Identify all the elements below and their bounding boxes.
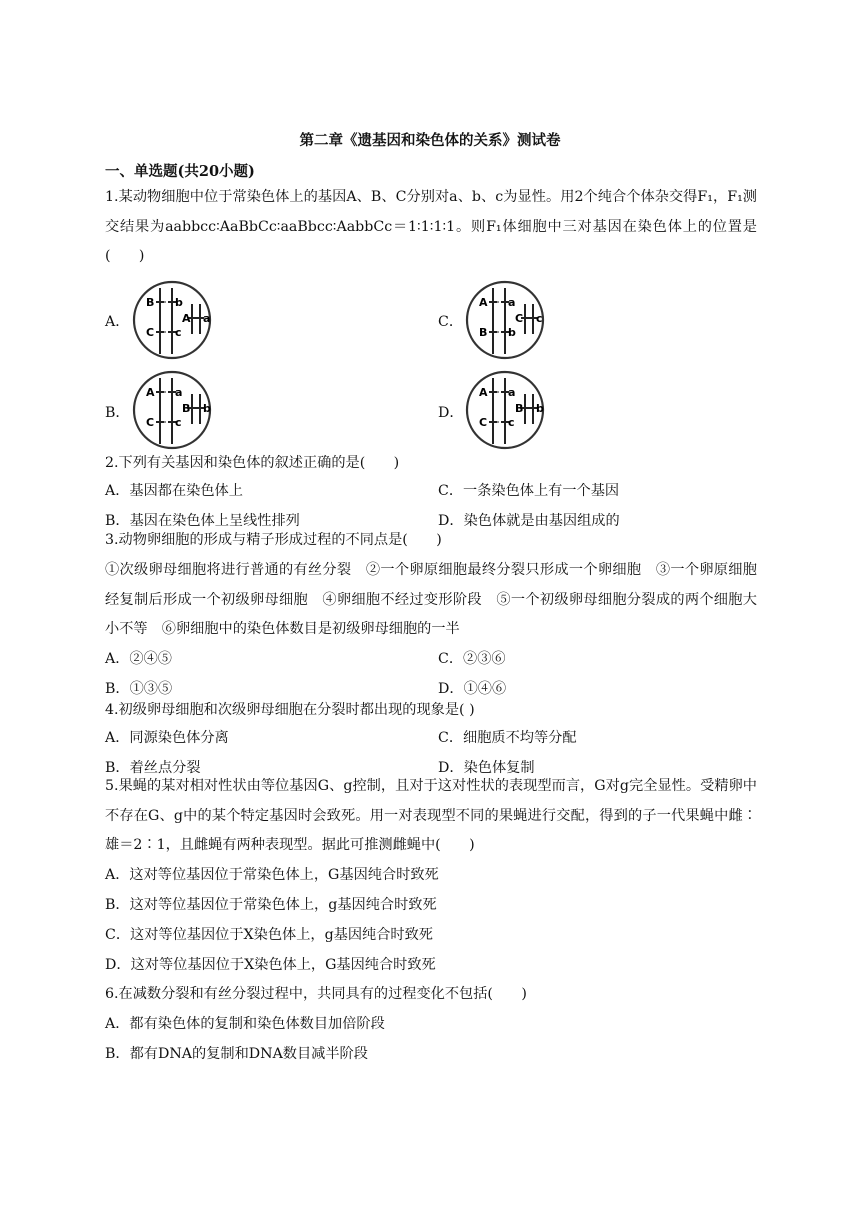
gene-label: B xyxy=(515,402,524,415)
question-1-stem: 1.某动物细胞中位于常染色体上的基因A、B、C分别对a、b、c为显性。用2个纯合个体杂交得F₁，F₁测交结果为aabbcc∶AaBbCc∶aaBbcc∶AabbCc＝1∶1∶1∶1。则F₁体细胞中三对基因在染色体上的位置是( ) xyxy=(105,189,757,264)
page-title: 第二章《遗基因和染色体的关系》测试卷 xyxy=(299,132,561,149)
q2-option-b[interactable]: B．基因在染色体上呈线性排列 xyxy=(105,513,300,529)
question-3-body: ①次级卵母细胞将进行普通的有丝分裂 ②一个卵原细胞最终分裂只形成一个卵细胞 ③一个卵原细胞经复制后形成一个初级卵母细胞 ④卵细胞不经过变形阶段 ⑤一个初级卵母细胞分裂成的两个细胞大小不等 ⑥卵细胞中的染色体数目是初级卵母细胞的一半 xyxy=(105,562,757,637)
q4-option-b[interactable]: B．着丝点分裂 xyxy=(105,760,201,776)
q5-option-a-text: A．这对等位基因位于常染色体上，G基因纯合时致死 xyxy=(105,867,439,883)
gene-label: b xyxy=(508,326,516,339)
gene-label: B xyxy=(146,296,155,309)
gene-label: A xyxy=(479,386,488,399)
q2-options-row-1 xyxy=(105,479,757,503)
q1-option-a-label: A． xyxy=(105,314,130,330)
gene-label: a xyxy=(508,296,516,309)
q5-option-c[interactable] xyxy=(105,923,757,947)
gene-label: b xyxy=(203,402,211,415)
gene-label: A xyxy=(182,312,191,325)
gene-label: b xyxy=(175,296,183,309)
q2-option-a[interactable]: A．基因都在染色体上 xyxy=(105,483,243,499)
q6-option-b[interactable] xyxy=(105,1042,757,1066)
gene-label: a xyxy=(203,312,211,325)
gene-label: c xyxy=(536,312,543,325)
q3-option-a[interactable]: A．②④⑤ xyxy=(105,651,172,667)
q5-option-a[interactable] xyxy=(105,863,757,887)
q1-option-a-diagram[interactable] xyxy=(126,280,218,360)
q5-option-d[interactable] xyxy=(105,953,757,977)
q3-option-c[interactable]: C．②③⑥ xyxy=(438,651,506,667)
q3-option-d[interactable]: D．①④⑥ xyxy=(438,681,507,697)
q5-option-b-text: B．这对等位基因位于常染色体上，g基因纯合时致死 xyxy=(105,897,437,913)
q1-option-d-label: D． xyxy=(438,405,464,421)
q2-option-d[interactable]: D．染色体就是由基因组成的 xyxy=(438,513,620,529)
q2-option-c[interactable]: C．一条染色体上有一个基因 xyxy=(438,483,620,499)
gene-label: A xyxy=(479,296,488,309)
question-2-stem: 2.下列有关基因和染色体的叙述正确的是( ) xyxy=(105,455,400,471)
gene-label: b xyxy=(536,402,544,415)
gene-label: a xyxy=(175,386,183,399)
q3-options-row-1 xyxy=(105,647,757,671)
gene-label: C xyxy=(479,416,488,429)
q1-option-b-diagram[interactable] xyxy=(126,370,218,450)
q4-option-c[interactable]: C．细胞质不均等分配 xyxy=(438,730,577,746)
q1-option-b-label: B． xyxy=(105,405,130,421)
gene-label: C xyxy=(146,416,155,429)
q3-option-b[interactable]: B．①③⑤ xyxy=(105,681,173,697)
q1-option-d-diagram[interactable] xyxy=(459,370,551,450)
question-4-stem: 4.初级卵母细胞和次级卵母细胞在分裂时都出现的现象是( ) xyxy=(105,702,475,718)
q6-option-a-text: A．都有染色体的复制和染色体数目加倍阶段 xyxy=(105,1016,385,1032)
question-3-stem: 3.动物卵细胞的形成与精子形成过程的不同点是( ) xyxy=(105,532,442,548)
q4-options-row-1 xyxy=(105,726,757,750)
question-5-stem: 5.果蝇的某对相对性状由等位基因G、g控制，且对于这对性状的表现型而言，G对g完全显性。受精卵中不存在G、g中的某个特定基因时会致死。用一对表现型不同的果蝇进行交配，得到的子一代果蝇中雌∶雄＝2∶1，且雌蝇有两种表现型。据此可推测雌蝇中( ) xyxy=(105,778,757,853)
gene-label: a xyxy=(508,386,516,399)
q6-option-a[interactable] xyxy=(105,1012,757,1036)
q4-option-a[interactable]: A．同源染色体分离 xyxy=(105,730,229,746)
gene-label: c xyxy=(175,326,182,339)
section-heading: 一、单选题(共20小题) xyxy=(105,163,255,180)
q1-option-c-label: C． xyxy=(438,314,464,330)
q1-option-c-diagram[interactable] xyxy=(459,280,551,360)
q5-option-d-text: D．这对等位基因位于X染色体上，G基因纯合时致死 xyxy=(105,957,436,973)
q4-option-d[interactable]: D．染色体复制 xyxy=(438,760,535,776)
q5-option-c-text: C．这对等位基因位于X染色体上，g基因纯合时致死 xyxy=(105,927,433,943)
question-6-stem: 6.在减数分裂和有丝分裂过程中，共同具有的过程变化不包括( ) xyxy=(105,986,527,1002)
q5-option-b[interactable] xyxy=(105,893,757,917)
gene-label: c xyxy=(175,416,182,429)
gene-label: B xyxy=(479,326,488,339)
gene-label: C xyxy=(515,312,524,325)
q6-option-b-text: B．都有DNA的复制和DNA数目减半阶段 xyxy=(105,1046,368,1062)
gene-label: B xyxy=(182,402,191,415)
gene-label: c xyxy=(508,416,515,429)
gene-label: A xyxy=(146,386,155,399)
gene-label: C xyxy=(146,326,155,339)
